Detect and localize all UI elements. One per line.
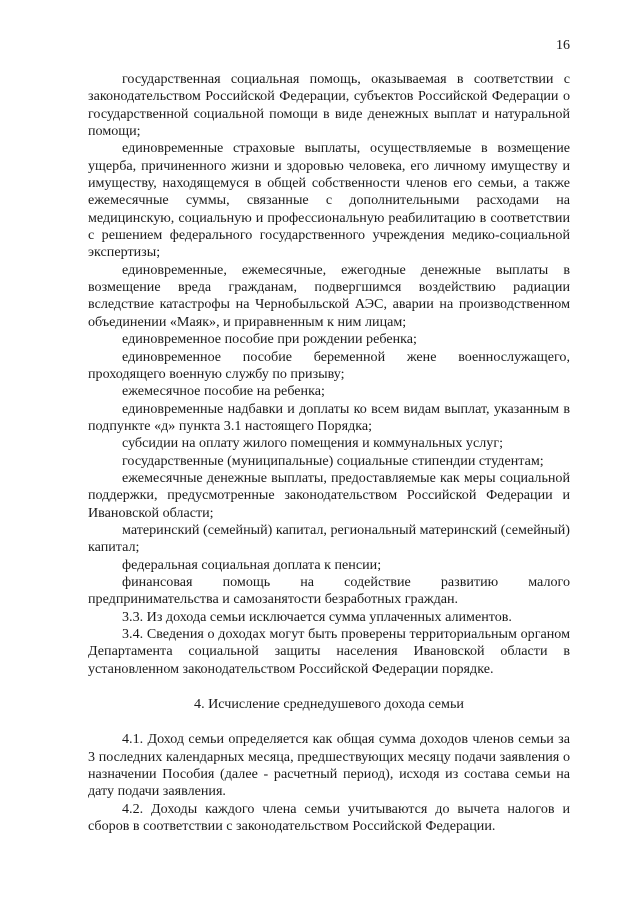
page-number: 16 [556, 38, 570, 53]
paragraph: единовременное пособие при рождении ребенка; [122, 331, 417, 348]
paragraph: материнский (семейный) капитал, региональный материнский (семейный) капитал; [88, 521, 570, 556]
paragraph: государственная социальная помощь, оказываемая в соответствии с законодательством Российской Федерации, субъектов Российской Федерации о государственной социальной помощи в виде денежных выплат и натуральной помощи; [88, 71, 570, 140]
paragraph: 4.1. Доход семьи определяется как общая сумма доходов членов семьи за 3 последних календарных месяца, предшествующих месяцу подачи заявления о назначении Пособия (далее - расчетный период), исходя из состава семьи на дату подачи заявления. [88, 731, 570, 800]
paragraph: субсидии на оплату жилого помещения и коммунальных услуг; [122, 435, 504, 452]
section-heading: 4. Исчисление среднедушевого дохода семьи [194, 696, 464, 713]
paragraph: единовременное пособие беременной жене военнослужащего, проходящего военную службу по призыву; [88, 348, 570, 382]
paragraph: федеральная социальная доплата к пенсии; [122, 556, 382, 573]
paragraph: единовременные страховые выплаты, осуществляемые в возмещение ущерба, причиненного жизни и здоровью человека, его личному имуществу и имуществу, находящемуся в общей собственности членов его семьи, а также ежемесячные суммы, связанные с дополнительными расходами на медицинскую, социальную и профессиональную реабилитацию в соответствии с решением федерального государственного учреждения медико-социальной экспертизы; [88, 140, 570, 261]
paragraph: 4.2. Доходы каждого члена семьи учитываются до вычета налогов и сборов в соответствии с законодательством Российской Федерации. [88, 800, 570, 835]
paragraph: единовременные, ежемесячные, ежегодные денежные выплаты в возмещение вреда гражданам, подвергшимся воздействию радиации вследствие катастрофы на Чернобыльской АЭС, аварии на производственном объединении «Маяк», и приравненным к ним лицам; [88, 261, 570, 330]
paragraph: государственные (муниципальные) социальные стипендии студентам; [122, 452, 544, 469]
paragraph: ежемесячное пособие на ребенка; [122, 383, 325, 400]
paragraph: 3.3. Из дохода семьи исключается сумма уплаченных алиментов. [122, 608, 512, 625]
paragraph: ежемесячные денежные выплаты, предоставляемые как меры социальной поддержки, предусмотренные законодательством Российской Федерации и Ивановской области; [88, 469, 570, 521]
paragraph: 3.4. Сведения о доходах могут быть проверены территориальным органом Департамента социальной защиты населения Ивановской области в установленном законодательством Российской Федерации порядке. [88, 626, 570, 677]
paragraph: единовременные надбавки и доплаты ко всем видам выплат, указанным в подпункте «д» пункта 3.1 настоящего Порядка; [88, 400, 570, 434]
document-body [88, 71, 570, 835]
paragraph: финансовая помощь на содействие развитию малого предпринимательства и самозанятости безработных граждан. [88, 573, 570, 608]
